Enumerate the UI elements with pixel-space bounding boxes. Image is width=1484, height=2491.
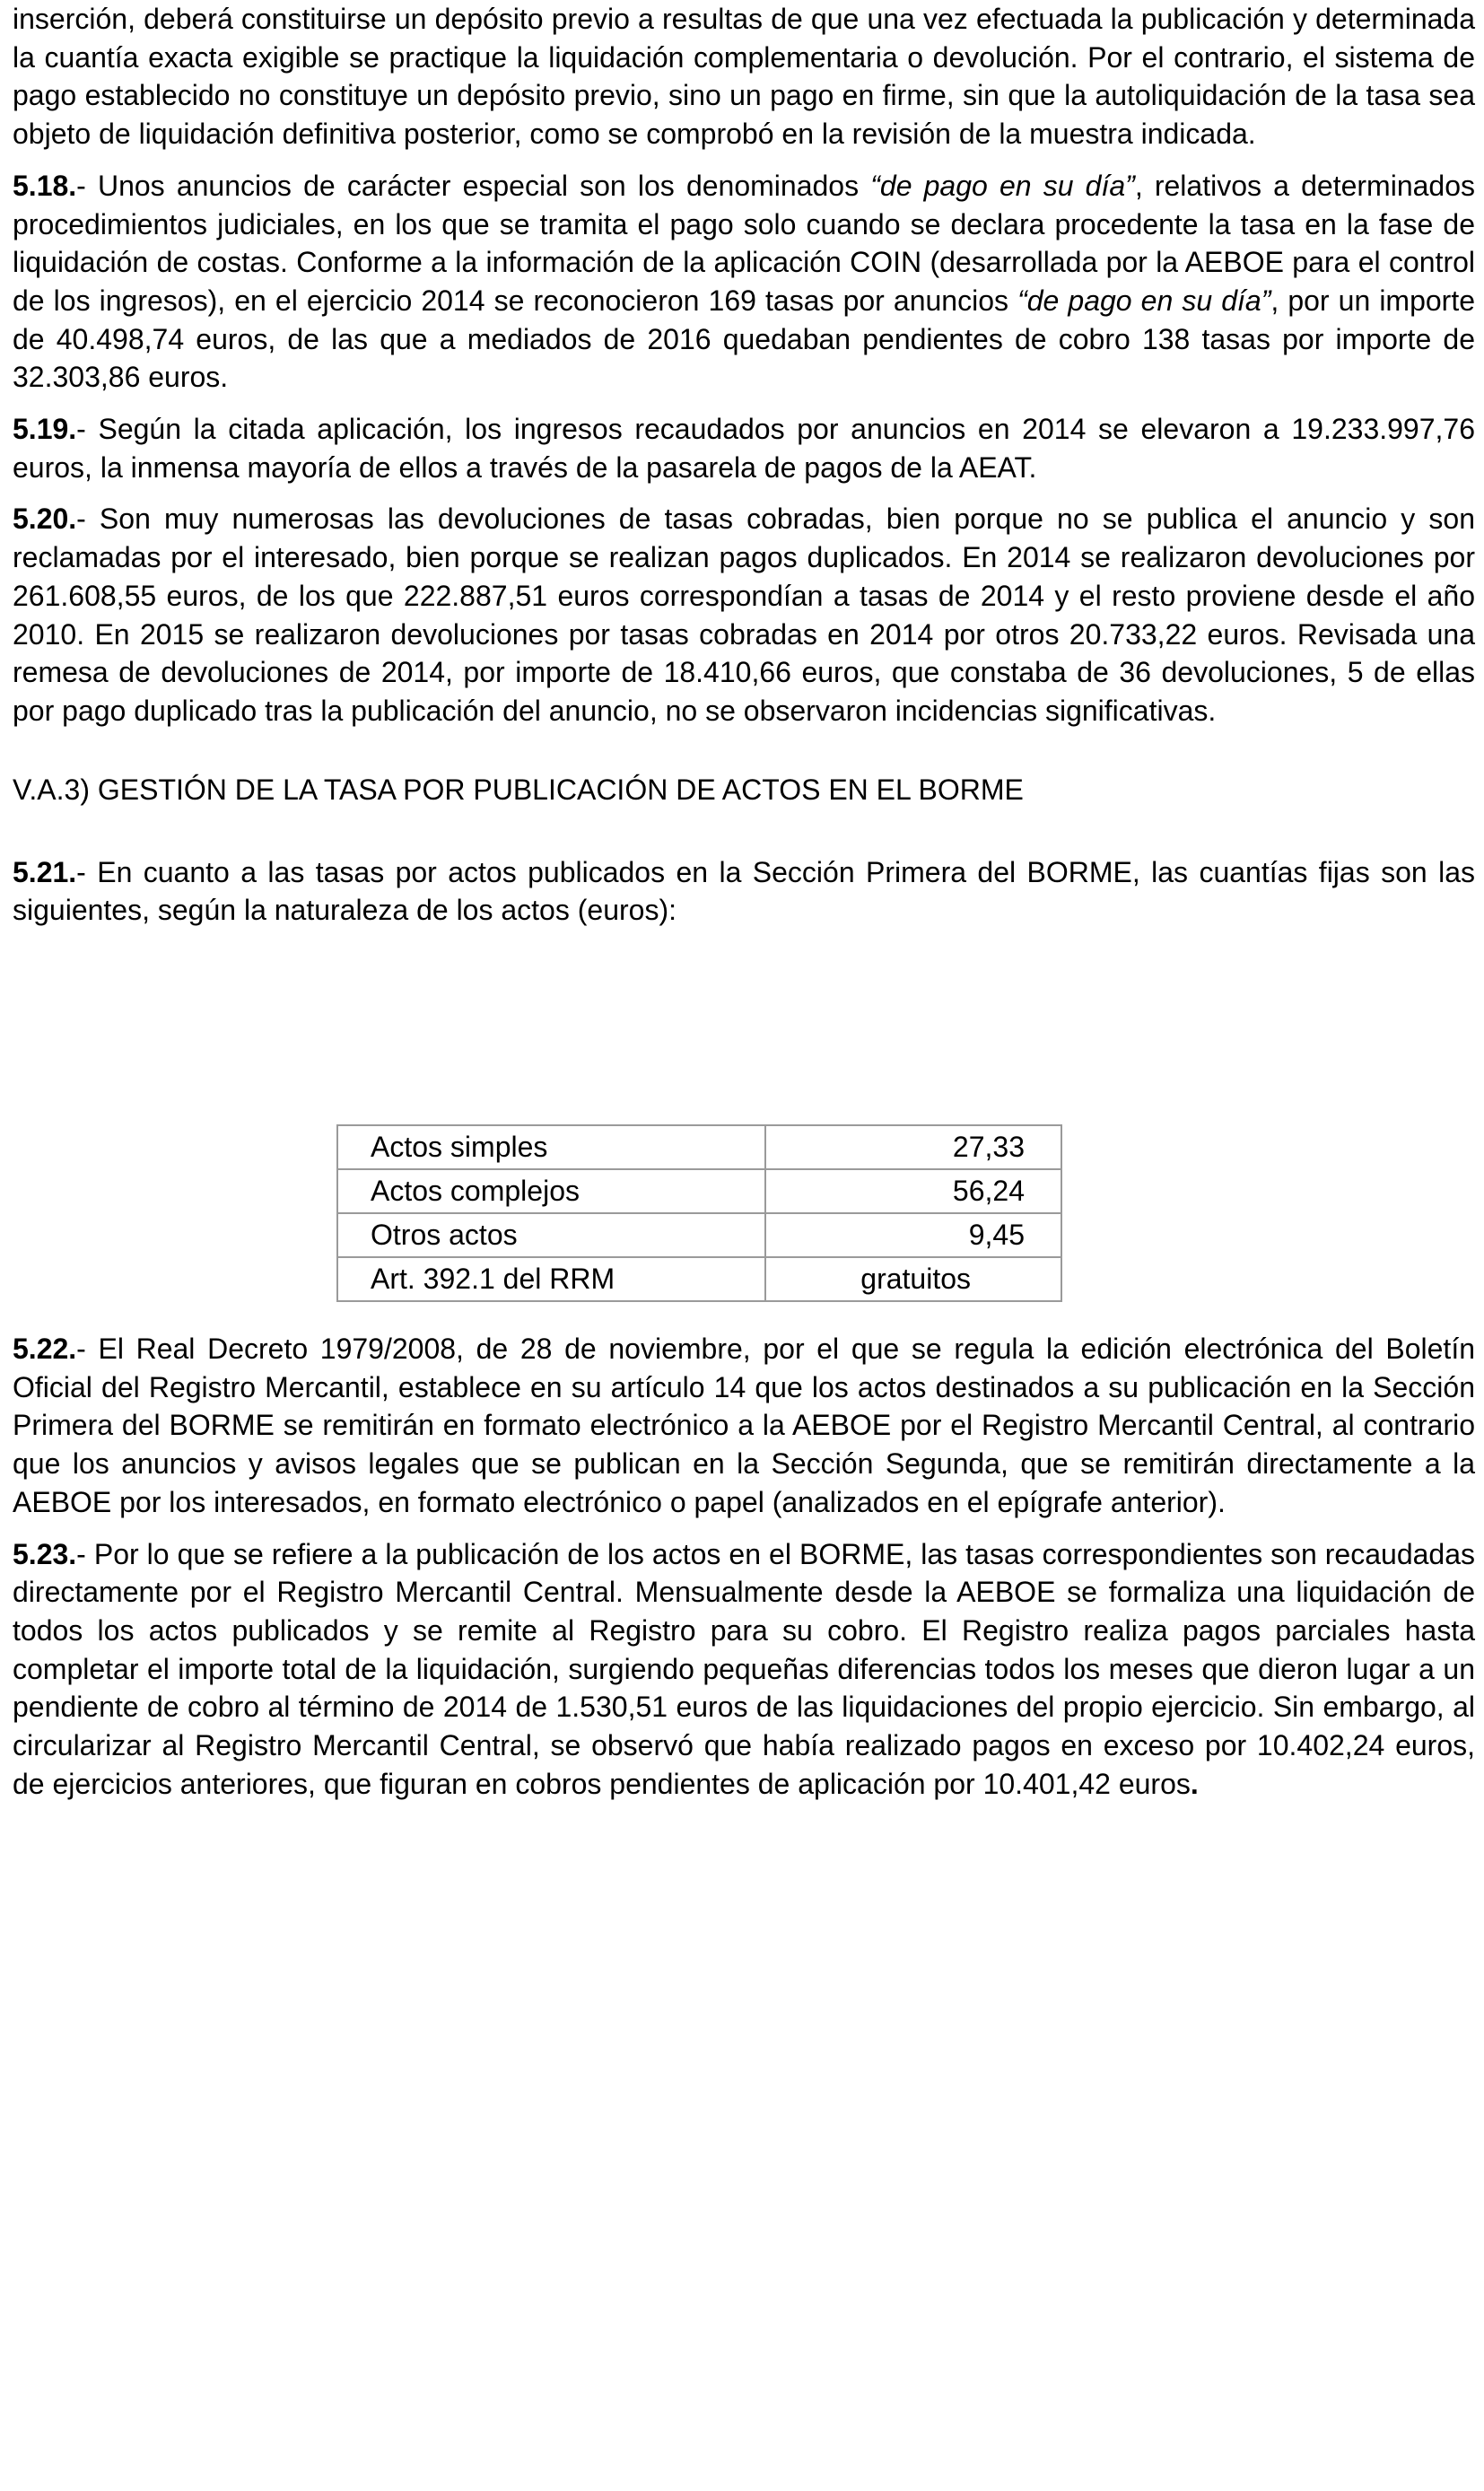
table-cell-amount: 9,45: [765, 1213, 1061, 1257]
table-cell-concept: Actos simples: [337, 1125, 765, 1169]
paragraph-number: 5.22.: [13, 1333, 77, 1365]
document-page: [13, 0, 1475, 930]
paragraph-text: - El Real Decreto 1979/2008, de 28 de noviembre, por el que se regula la edición electrónica del Boletín Oficial del Registro Mercantil, establece en su artículo 14 que los actos destinados a su publicación en la Sección Primera del BORME se remitirán en formato electrónico a la AEBOE por el Registro Mercantil Central, al contrario que los anuncios y avisos legales que se publican en la Sección Segunda, que se remitirán directamente a la AEBOE por los interesados, en formato electrónico o papel (analizados en el epígrafe anterior).: [13, 1333, 1475, 1518]
table-cell-amount: 27,33: [765, 1125, 1061, 1169]
paragraph-5-18: [13, 167, 1475, 397]
paragraph-5-20: [13, 500, 1475, 730]
paragraph-number: 5.19.: [13, 413, 77, 446]
table-cell-amount: 56,24: [765, 1169, 1061, 1213]
table-row: [337, 1169, 1061, 1213]
document-page-continued: [13, 1330, 1475, 1803]
paragraph-text: - En cuanto a las tasas por actos publicados en la Sección Primera del BORME, las cuantías fijas son las siguientes, según la naturaleza de los actos (euros):: [13, 855, 1475, 927]
fees-table: [336, 1124, 1062, 1302]
paragraph-text: - Unos anuncios de carácter especial son los denominados: [76, 169, 871, 202]
paragraph-5-23: [13, 1535, 1475, 1804]
paragraph-5-19: [13, 410, 1475, 486]
paragraph-number: 5.20.: [13, 503, 77, 536]
paragraph-number: 5.18.: [13, 169, 77, 202]
table-cell-concept: Actos complejos: [337, 1169, 765, 1213]
italic-term: “de pago en su día”: [1017, 284, 1271, 317]
paragraph-text: - Según la citada aplicación, los ingresos recaudados por anuncios en 2014 se elevaron a 19.233.997,76 euros, la inmensa mayoría de ellos a través de la pasarela de pagos de la AEAT.: [13, 413, 1475, 484]
paragraph-number: 5.23.: [13, 1537, 77, 1570]
paragraph-number: 5.21.: [13, 855, 77, 888]
table-row: [337, 1125, 1061, 1169]
paragraph-intro: inserción, deberá constituirse un depósito previo a resultas de que una vez efectuada la publicación y determinada la cuantía exacta exigible se practique la liquidación complementaria o devolución. Por el contrario, el sistema de pago establecido no constituye un depósito previo, sino un pago en firme, sin que la autoliquidación de la tasa sea objeto de liquidación definitiva posterior, como se comprobó en la revisión de la muestra indicada.: [13, 3, 1475, 151]
table-row: [337, 1257, 1061, 1301]
paragraph-text: , por un importe de 40.498,74 euros, de las que a mediados de 2016 quedaban pendientes de cobro 138 tasas por importe de 32.303,86 euros.: [13, 284, 1476, 394]
paragraph-5-21: [13, 853, 1475, 930]
paragraph-text: - Son muy numerosas las devoluciones de tasas cobradas, bien porque no se publica el anuncio y son reclamadas por el interesado, bien porque se realizan pagos duplicados. En 2014 se realizaron devoluciones por 261.608,55 euros, de los que 222.887,51 euros correspondían a tasas de 2014 y el resto proviene desde el año 2010. En 2015 se realizaron devoluciones por tasas cobradas en 2014 por otros 20.733,22 euros. Revisada una remesa de devoluciones de 2014, por importe de 18.410,66 euros, que constaba de 36 devoluciones, 5 de ellas por pago duplicado tras la publicación del anuncio, no se observaron incidencias significativas.: [13, 503, 1475, 727]
paragraph-text: , relativos a determinados procedimientos judiciales, en los que se tramita el pago solo cuando se declara procedente la tasa en la fase de liquidación de costas. Conforme a la información de la aplicación COIN (desarrollada por la AEBOE para el control de los ingresos), en el ejercicio 2014 se reconocieron 169 tasas por anuncios: [13, 169, 1476, 317]
table-row: [337, 1213, 1061, 1257]
table-cell-concept: Art. 392.1 del RRM: [337, 1257, 765, 1301]
paragraph-text: - Por lo que se refiere a la publicación de los actos en el BORME, las tasas correspondientes son recaudadas directamente por el Registro Mercantil Central. Mensualmente desde la AEBOE se formaliza una liquidación de todos los actos publicados y se remite al Registro para su cobro. El Registro realiza pagos parciales hasta completar el importe total de la liquidación, surgiendo pequeñas diferencias todos los meses que dieron lugar a un pendiente de cobro al término de 2014 de 1.530,51 euros de las liquidaciones del propio ejercicio. Sin embargo, al circularizar al Registro Mercantil Central, se observó que había realizado pagos en exceso por 10.402,24 euros, de ejercicios anteriores, que figuran en cobros pendientes de aplicación por 10.401,42 euros: [13, 1537, 1475, 1800]
table-cell-concept: Otros actos: [337, 1213, 765, 1257]
table-cell-amount: gratuitos: [765, 1257, 1061, 1301]
final-period: .: [1190, 1767, 1199, 1800]
paragraph-5-22: [13, 1330, 1475, 1522]
italic-term: “de pago en su día”: [870, 169, 1135, 202]
section-heading: V.A.3) GESTIÓN DE LA TASA POR PUBLICACIÓN DE ACTOS EN EL BORME: [13, 773, 1024, 806]
